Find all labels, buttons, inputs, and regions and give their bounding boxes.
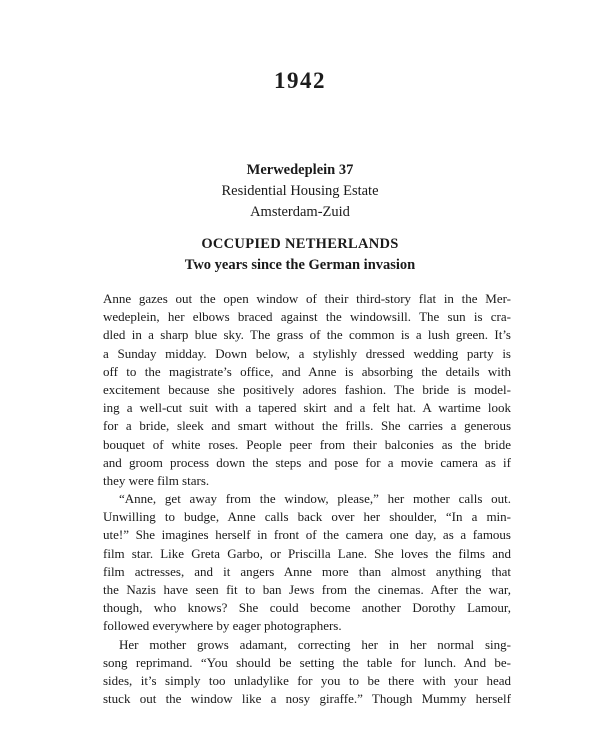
text-line: ing a well-cut suit with a tapered skirt and a felt hat. A wartime look — [103, 400, 511, 416]
text-line: followed everywhere by eager photographers. — [103, 618, 342, 634]
text-line: the Nazis have seen fit to ban Jews from the cinemas. After the war, — [103, 582, 511, 597]
text-line: for a bride, sleek and smart without the frills. She carries a generous — [103, 418, 511, 434]
text-line: wedeplein, her elbows braced against the windowsill. The sun is cra- — [103, 309, 511, 325]
address-estate: Residential Housing Estate — [221, 183, 379, 199]
text-line: though, who knows? She could become another Dorothy Lamour, — [103, 600, 511, 616]
text-line: Anne gazes out the open window of their third-story flat in the Mer- — [103, 291, 511, 306]
text-line: they were film stars. — [103, 472, 210, 488]
body-text — [103, 290, 511, 708]
text-line: ute!” She imagines herself in front of the camera one day, as a famous — [103, 527, 511, 543]
text-line: and groom process down the steps and pose for a movie camera as if — [103, 454, 511, 470]
section-subtitle: Two years since the German invasion — [184, 257, 416, 273]
section-title: OCCUPIED NETHERLANDS — [201, 236, 399, 252]
location-block — [0, 160, 600, 223]
text-line: film actresses, and it angers Anne more than almost anything that — [103, 563, 511, 579]
text-line: off to the magistrate’s office, and Anne is absorbing the details with — [103, 363, 511, 379]
address-city: Amsterdam-Zuid — [250, 204, 350, 220]
text-line: song reprimand. “You should be setting the table for lunch. And be- — [103, 654, 511, 670]
text-line: Unwilling to budge, Anne calls back over her shoulder, “In a min- — [103, 509, 511, 525]
section-heading — [0, 234, 600, 276]
text-line: bouquet of white roses. People peer from their balconies as the bride — [103, 436, 511, 452]
text-line: excitement because she positively adores fashion. The bride is model- — [103, 381, 511, 397]
chapter-year: 1942 — [274, 68, 326, 93]
address-street: Merwedeplein 37 — [246, 162, 354, 178]
text-line: sides, it’s simply too unladylike for you to be there with your head — [103, 672, 511, 688]
text-line: stuck out the window like a nosy giraffe.” Though Mummy herself — [103, 691, 511, 707]
text-line: “Anne, get away from the window, please,” her mother calls out. — [119, 491, 511, 507]
text-line: film star. Like Greta Garbo, or Priscilla Lane. She loves the films and — [103, 545, 511, 561]
text-line: Her mother grows adamant, correcting her in her normal sing- — [119, 636, 511, 652]
text-line: dled in a sharp blue sky. The grass of the common is a lush green. It’s — [103, 327, 511, 343]
text-line: a Sunday midday. Down below, a stylishly dressed wedding party is — [103, 345, 511, 361]
